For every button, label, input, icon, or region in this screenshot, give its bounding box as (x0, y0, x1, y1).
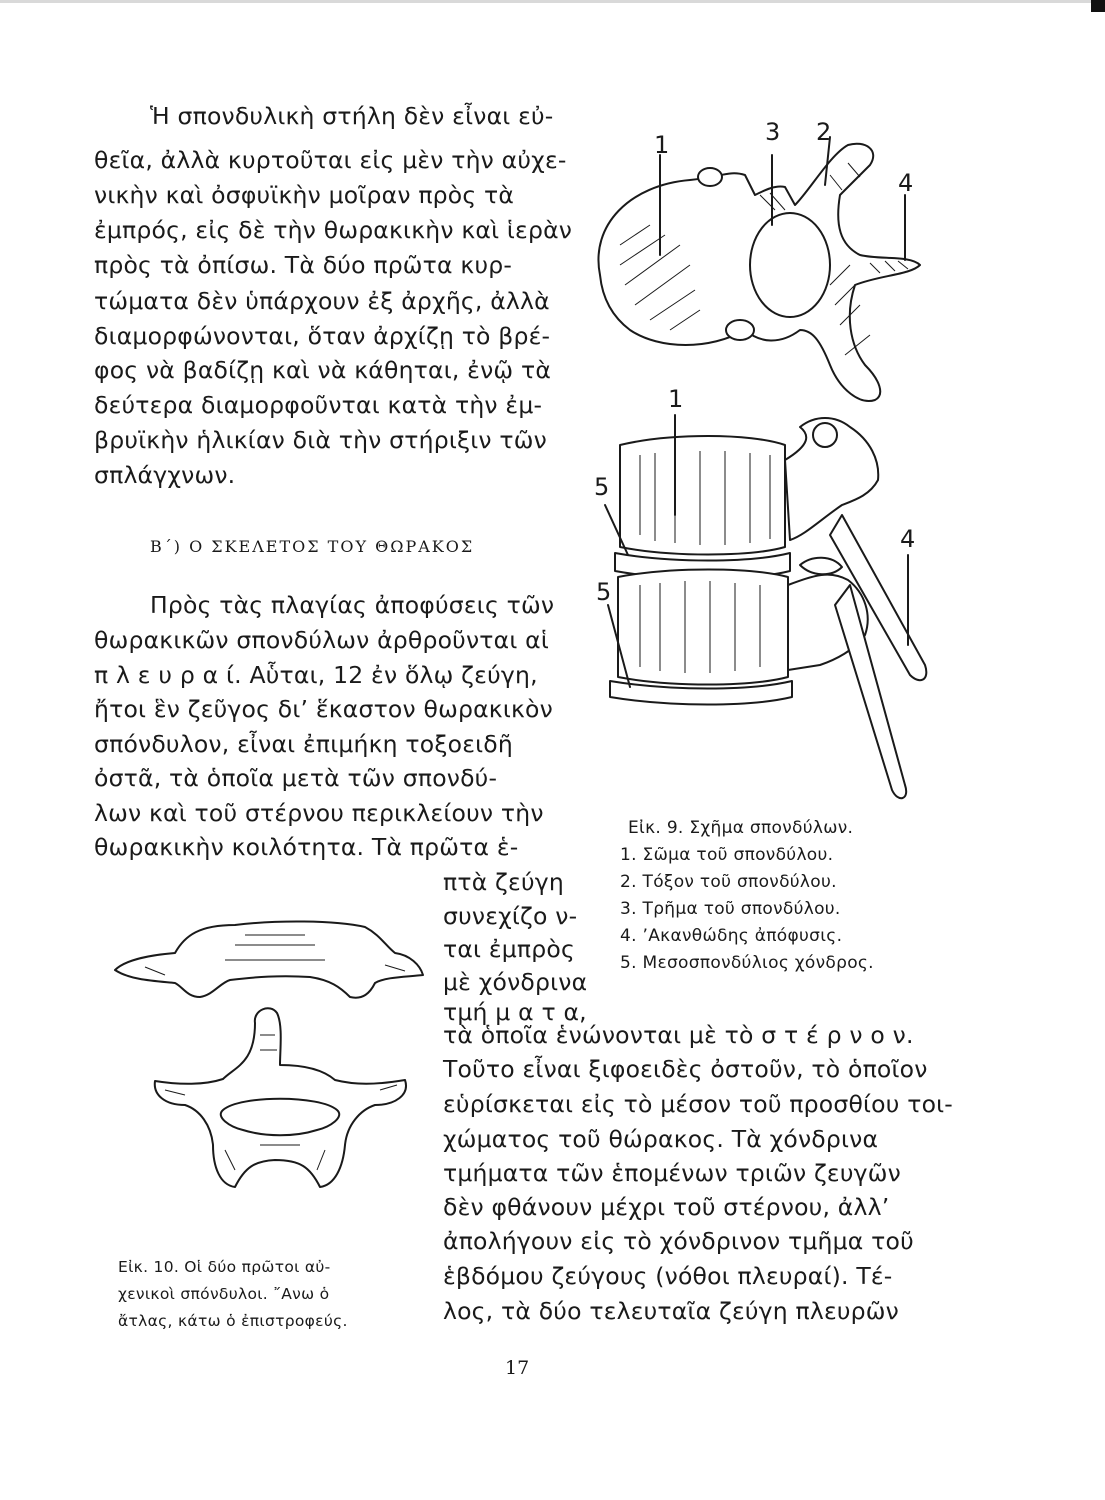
scan-corner-mark (1091, 0, 1105, 12)
text-line: Τοῦτο εἶναι ξιφοειδὲς ὀστοῦν, τὸ ὁποῖον (443, 1055, 928, 1083)
text-line: πτὰ ζεύγη (443, 868, 564, 896)
text-line: φος νὰ βαδίζῃ καὶ νὰ κάθηται, ἐνῷ τὰ (94, 356, 552, 384)
text-line: τὰ ὁποῖα ἑνώνονται μὲ τὸ σ τ έ ρ ν ο ν. (443, 1021, 914, 1049)
text-line: συνεχίζο ν- (443, 902, 578, 930)
figure-9-label-4: 4 (898, 169, 914, 197)
text-line: δὲν φθάνουν μέχρι τοῦ στέρνου, ἀλλ’ (443, 1193, 890, 1221)
text-line: τμή μ α τ α, (443, 998, 587, 1026)
figure-9-label-5-lower: 5 (596, 578, 612, 606)
caption-line: 5. Μεσοσπονδύλιος χόνδρος. (620, 953, 874, 973)
text-line: ἐμπρός, εἰς δὲ τὴν θωρακικὴν καὶ ἱερὰν (94, 216, 573, 244)
caption-line: χενικοὶ σπόνδυλοι. ῎Ανω ὁ (118, 1285, 330, 1303)
section-heading: Β΄) Ο ΣΚΕΛΕΤΟΣ ΤΟΥ ΘΩΡΑΚΟΣ (150, 537, 475, 556)
text-line: σπόνδυλον, εἶναι ἐπιμήκη τοξοειδῆ (94, 730, 513, 758)
figure-9-label-4-side: 4 (900, 525, 916, 553)
figure-9-label-1: 1 (654, 131, 670, 159)
figure-10-cervical-vertebrae-illustration (105, 905, 435, 1225)
caption-line: 3. Τρῆμα τοῦ σπονδύλου. (620, 899, 841, 919)
axis-vertebra (155, 1008, 406, 1187)
figure-9-label-3: 3 (765, 118, 781, 146)
text-line: νικὴν καὶ ὀσφυϊκὴν μοῖραν πρὸς τὰ (94, 181, 515, 209)
caption-line: ἄτλας, κάτω ὁ ἐπιστροφεύς. (118, 1312, 348, 1330)
text-line: π λ ε υ ρ α ί. Αὗται, 12 ἐν ὅλῳ ζεύγη, (94, 661, 538, 689)
text-line: εὑρίσκεται εἰς τὸ μέσον τοῦ προσθίου τοι- (443, 1090, 953, 1118)
text-line: μὲ χόνδρινα (443, 968, 588, 996)
vertebrae-side-view (610, 418, 926, 798)
text-line: θωρακικὴν κοιλότητα. Τὰ πρῶτα ἑ- (94, 833, 519, 861)
caption-line: Εἰκ. 9. Σχῆμα σπονδύλων. (628, 818, 854, 838)
scan-top-edge (0, 0, 1105, 3)
text-line: ὀστᾶ, τὰ ὁποῖα μετὰ τῶν σπονδύ- (94, 764, 498, 792)
text-line: πρὸς τὰ ὀπίσω. Τὰ δύο πρῶτα κυρ- (94, 251, 513, 279)
text-line: ἤτοι ἓν ζεῦγος δι’ ἕκαστον θωρακικὸν (94, 695, 553, 723)
text-line: δεύτερα διαμορφοῦνται κατὰ τὴν ἐμ- (94, 391, 543, 419)
text-line: σπλάγχνων. (94, 461, 236, 489)
vertebra-top-view (598, 144, 920, 401)
text-line: Ἡ σπονδυλικὴ στήλη δὲν εἶναι εὐ- (150, 102, 554, 130)
text-line: τώματα δὲν ὑπάρχουν ἐξ ἀρχῆς, ἀλλὰ (94, 287, 550, 315)
figure-9-label-5-upper: 5 (594, 473, 610, 501)
text-line: διαμορφώνονται, ὅταν ἀρχίζῃ τὸ βρέ- (94, 322, 551, 350)
text-line: Πρὸς τὰς πλαγίας ἀποφύσεις τῶν (150, 591, 555, 619)
text-line: τμήματα τῶν ἑπομένων τριῶν ζευγῶν (443, 1159, 901, 1187)
figure-9-label-1-side: 1 (668, 385, 684, 413)
text-line: λων καὶ τοῦ στέρνου περικλείουν τὴν (94, 799, 544, 827)
caption-line: 1. Σῶμα τοῦ σπονδύλου. (620, 845, 834, 865)
caption-line: 2. Τόξον τοῦ σπονδύλου. (620, 872, 837, 892)
figure-9-vertebra-illustration (580, 115, 950, 815)
caption-line: Εἰκ. 10. Οἱ δύο πρῶτοι αὐ- (118, 1258, 331, 1276)
text-line: θεῖα, ἀλλὰ κυρτοῦται εἰς μὲν τὴν αὐχε- (94, 146, 567, 174)
caption-line: 4. ’Ακανθώδης ἀπόφυσις. (620, 926, 843, 946)
text-line: χώματος τοῦ θώρακος. Τὰ χόνδρινα (443, 1125, 879, 1153)
page-number: 17 (505, 1357, 530, 1379)
text-line: λος, τὰ δύο τελευταῖα ζεύγη πλευρῶν (443, 1297, 899, 1325)
text-line: ἀπολήγουν εἰς τὸ χόνδρινον τμῆμα τοῦ (443, 1227, 914, 1255)
atlas-vertebra (115, 921, 423, 997)
text-line: θωρακικῶν σπονδύλων ἀρθροῦνται αἱ (94, 626, 550, 654)
text-line: ται ἐμπρὸς (443, 935, 575, 963)
figure-9-label-2: 2 (816, 118, 832, 146)
text-line: ἑβδόμου ζεύγους (νόθοι πλευραί). Τέ- (443, 1262, 893, 1290)
text-line: βρυϊκὴν ἡλικίαν διὰ τὴν στήριξιν τῶν (94, 426, 547, 454)
